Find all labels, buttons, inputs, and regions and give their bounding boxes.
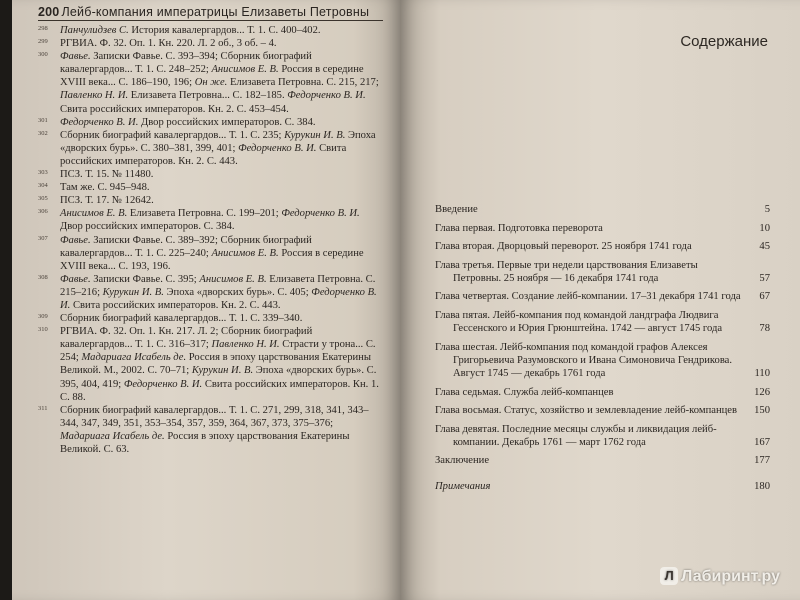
toc-entry-title: Заключение: [435, 455, 490, 467]
toc-entry-title: Глава пятая. Лейб-компания под командой ландграфа Людвига Гессенского и Юрия Грюнштейна. 1742 — август 1745 года: [435, 310, 723, 335]
toc-entry[interactable]: [435, 386, 770, 399]
toc-entry-title: Глава шестая. Лейб-компания под командой графов Алексея Григорьевича Разумовского и Ивана Симоновича Гендрикова. Август 1745 — декабрь 1761 года: [435, 341, 733, 379]
footnote-author: Федорченко В. И.: [281, 208, 360, 220]
footnote-text: Елизавета Петровна... С. 182–185.: [128, 90, 288, 102]
footnote-text: Сборник биографий кавалергардов... Т. 1. С. 235;: [60, 129, 285, 141]
labirint-watermark: [660, 567, 780, 586]
footnote: [38, 194, 383, 207]
footnote-text: История кавалергардов... Т. 1. С. 400–402.: [128, 25, 321, 36]
footnote: [38, 207, 383, 233]
footnote-author: Анисимов Е. В.: [211, 247, 279, 259]
footnote-text: Записки Фавье. С. 393–394; Сборник биографий кавалергардов... Т. 1. С. 248–252;: [60, 51, 312, 76]
toc-entry[interactable]: [435, 222, 770, 235]
footnote-text: Россия в середине XVIII века... С. 193, 196.: [60, 247, 364, 272]
toc-entry-page: 78: [759, 323, 770, 335]
footnote-text: Страсти у трона... С. 254;: [60, 339, 376, 364]
toc-entry[interactable]: [435, 309, 770, 335]
footnote-number: 310: [38, 326, 48, 334]
toc-entry[interactable]: [435, 341, 770, 380]
footnote-author: Фавье.: [60, 273, 91, 285]
toc-entry-title: Глава девятая. Последние месяцы службы и ликвидация лейб-компании. Декабрь 1761 — март 1762 года: [435, 423, 717, 448]
footnote: [38, 273, 383, 312]
toc-entry-title: Глава восьмая. Статус, хозяйство и землевладение лейб-компанцев: [435, 405, 738, 417]
footnote-author: Федорченко В. И.: [60, 286, 377, 311]
footnote-text: Свита российских императоров. Кн. 2. С. 453–454.: [60, 103, 289, 115]
footnote-number: 304: [38, 182, 48, 190]
footnote-text: Сборник биографий кавалергардов... Т. 1. С. 271, 299, 318, 341, 343–344, 347, 349, 351, 353–354, 357, 359, 364, 367, 373, 375–376;: [60, 404, 369, 429]
footnote-text: Записки Фавье. С. 389–392; Сборник биографий кавалергардов... Т. 1. С. 225–240;: [60, 234, 312, 259]
footnote-text: ПСЗ. Т. 17. № 12642.: [60, 195, 154, 207]
footnote-number: 302: [38, 129, 48, 137]
footnote-text: Россия в эпоху царствования Екатерины Великой. М., 2002. С. 70–71;: [60, 352, 371, 377]
contents-title: Содержание: [680, 33, 768, 50]
footnote-number: 300: [38, 51, 48, 59]
footnote-number: 299: [38, 38, 48, 46]
footnote-text: Двор российских императоров. С. 384.: [138, 116, 316, 128]
footnote: [38, 24, 383, 37]
footnote-author: Мадариага Исабель де.: [60, 430, 165, 442]
footnote-number: 301: [38, 116, 48, 124]
toc-entry[interactable]: [435, 480, 770, 493]
toc-entry-page: 180: [754, 481, 770, 492]
footnote-text: Свита российских императоров. Кн. 2. С. 443.: [60, 142, 347, 167]
footnote-text: Эпоха «дворских бурь». С. 405;: [163, 286, 312, 298]
footnote-author: Павленко Н. И.: [211, 339, 280, 351]
footnote: [38, 116, 383, 129]
footnote-text: Свита российских императоров. Кн. 2. С. 443.: [70, 299, 281, 311]
footnote-author: Павленко Н. И.: [60, 90, 129, 102]
toc-entry-title: Введение: [435, 204, 478, 215]
labirint-logo-icon: Л: [660, 567, 678, 585]
footnote-number: 311: [38, 404, 48, 412]
footnote: [38, 325, 383, 404]
toc-entry-page: 126: [754, 386, 770, 398]
footnote: [38, 404, 383, 456]
footnote-author: Он же.: [194, 77, 228, 89]
footnote-text: Россия в середине XVIII века... С. 186–190, 196;: [60, 64, 364, 89]
toc-entry[interactable]: [435, 423, 770, 449]
footnote: [38, 234, 383, 273]
footnote-text: РГВИА. Ф. 32. Оп. 1. Кн. 217. Л. 2; Сборник биографий кавалергардов... Т. 1. С. 316–317;: [60, 326, 313, 351]
footnote-text: РГВИА. Ф. 32. Оп. 1. Кн. 220. Л. 2 об., 3 об. – 4.: [60, 38, 277, 50]
toc-entry[interactable]: [435, 203, 770, 216]
footnote-number: 308: [38, 273, 48, 281]
footnote: [38, 181, 383, 194]
toc-entry-title: Глава вторая. Дворцовый переворот. 25 ноября 1741 года: [435, 241, 692, 253]
footnote-text: Эпоха «дворских бурь». С. 395, 404, 419;: [60, 365, 377, 390]
watermark-text: Лабиринт.ру: [681, 568, 780, 585]
footnote-author: Федорченко В. И.: [287, 90, 366, 102]
footnote-text: ПСЗ. Т. 15. № 11480.: [60, 169, 154, 181]
footnote-number: 303: [38, 169, 48, 177]
toc-entry-page: 45: [759, 241, 770, 253]
footnote-number: 298: [38, 25, 48, 32]
footnote-author: Анисимов Е. В.: [211, 64, 279, 76]
toc-entry-page: 110: [754, 367, 770, 379]
footnote-author: Мадариага Исабель де.: [81, 352, 187, 364]
toc-entry[interactable]: [435, 259, 770, 285]
footnotes-list: [38, 24, 383, 456]
footnote-author: Фавье.: [60, 234, 91, 246]
footnote-author: Федорченко В. И.: [123, 378, 203, 390]
footnote: [38, 312, 383, 325]
toc-entry-page: 150: [754, 405, 770, 417]
footnote-number: 307: [38, 234, 48, 242]
left-page: [12, 0, 400, 600]
footnote-text: Сборник биографий кавалергардов... Т. 1. С. 339–340.: [60, 313, 303, 325]
footnote-text: Двор российских императоров. С. 384.: [60, 221, 235, 233]
toc-entry-page: 57: [759, 272, 770, 284]
footnote-author: Курукин И. В.: [284, 129, 346, 141]
footnote-author: Анисимов Е. В.: [199, 273, 267, 285]
right-page: [400, 0, 800, 600]
toc-entry[interactable]: [435, 290, 770, 303]
page-number: 200: [38, 5, 60, 19]
footnote-number: 306: [38, 208, 48, 216]
footnote-number: 305: [38, 195, 48, 203]
footnote: [38, 168, 383, 181]
toc-entry-title: Глава первая. Подготовка переворота: [435, 222, 603, 234]
footnote-text: Эпоха «дворских бурь». С. 380–381, 399, 401;: [60, 129, 376, 154]
footnote-author: Анисимов Е. В.: [60, 208, 128, 220]
toc-entry-page: 5: [764, 204, 770, 215]
footnote-author: Курукин И. В.: [102, 286, 164, 298]
footnote-text: Свита российских императоров. Кн. 1. С. 88.: [60, 378, 379, 403]
toc-entry-title: Глава третья. Первые три недели царствования Елизаветы Петровны. 25 ноября — 16 декабря 1741 года: [435, 259, 698, 284]
footnote: [38, 50, 383, 115]
footnote-text: Там же. С. 945–948.: [60, 182, 150, 194]
toc-entry-title: Глава седьмая. Служба лейб-компанцев: [435, 386, 614, 398]
footnote-text: Записки Фавье. С. 395;: [90, 273, 200, 285]
footnote-author: Панчулидзев С.: [60, 25, 129, 36]
footnote: [38, 37, 383, 50]
toc-entry-title: Примечания: [435, 481, 491, 492]
toc-entry-page: 67: [759, 291, 770, 303]
toc-entry-page: 10: [759, 222, 770, 234]
footnote-author: Федорченко В. И.: [60, 116, 139, 128]
table-of-contents: [435, 203, 770, 499]
toc-entry-page: 167: [754, 436, 770, 448]
toc-entry-title: Глава четвертая. Создание лейб-компании. 17–31 декабря 1741 года: [435, 291, 741, 303]
running-head-title: Лейб-компания императрицы Елизаветы Петровны: [61, 5, 370, 19]
toc-entry[interactable]: [435, 454, 770, 467]
footnote-text: Елизавета Петровна. С. 199–201;: [127, 208, 282, 220]
toc-entry[interactable]: [435, 240, 770, 253]
running-head: [38, 5, 383, 21]
toc-entry[interactable]: [435, 404, 770, 417]
footnote-text: Елизавета Петровна. С. 215, 217;: [227, 77, 379, 89]
footnote-text: Россия в эпоху царствования Екатерины Великой. С. 63.: [60, 430, 350, 455]
footnote-author: Федорченко В. И.: [238, 142, 317, 154]
toc-entry-page: 177: [754, 455, 770, 467]
footnote-number: 309: [38, 313, 48, 321]
footnote-text: Елизавета Петровна. С. 215–216;: [60, 273, 376, 298]
footnote: [38, 129, 383, 168]
footnote-author: Фавье.: [60, 51, 91, 63]
footnote-author: Курукин И. В.: [191, 365, 254, 377]
